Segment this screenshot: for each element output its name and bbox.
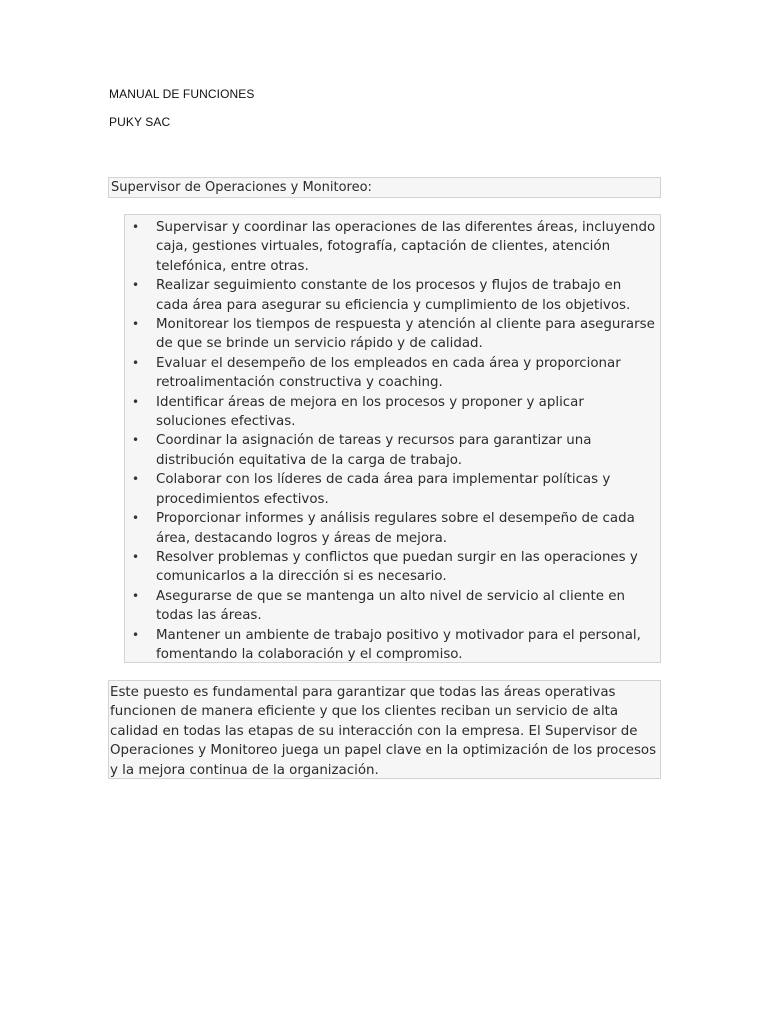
duty-item — [125, 354, 660, 393]
duty-text: Asegurarse de que se mantenga un alto nivel de servicio al cliente en todas las áreas. — [156, 588, 625, 624]
duty-text: Coordinar la asignación de tareas y recursos para garantizar una distribución equitativa de la carga de trabajo. — [156, 433, 592, 468]
bullet-icon: • — [132, 627, 140, 642]
duty-text: Colaborar con los líderes de cada área para implementar políticas y procedimientos efectivos. — [156, 472, 611, 507]
summary-paragraph: Este puesto es fundamental para garantizar que todas las áreas operativas funcionen de manera eficiente y que los clientes reciban un servicio de alta calidad en todas las etapas de su interacción con la empresa. El Supervisor de Operaciones y Monitoreo juega un papel clave en la optimización de los procesos y la mejora continua de la organización. — [110, 685, 657, 778]
duty-text: Realizar seguimiento constante de los procesos y flujos de trabajo en cada área para asegurar su eficiencia y cumplimiento de los objetivos. — [156, 278, 631, 313]
bullet-icon: • — [132, 588, 140, 603]
duty-item — [125, 509, 660, 548]
summary-box — [108, 680, 661, 779]
duty-item — [125, 393, 660, 432]
company-name: PUKY SAC — [109, 115, 171, 129]
bullet-icon: • — [132, 355, 140, 370]
duty-text: Mantener un ambiente de trabajo positivo y motivador para el personal, fomentando la colaboración y el compromiso. — [156, 627, 641, 662]
duty-item — [125, 548, 660, 587]
duty-item — [125, 315, 660, 354]
duty-item — [125, 431, 660, 470]
bullet-icon: • — [132, 278, 140, 293]
duty-item — [125, 587, 660, 626]
bullet-icon: • — [132, 549, 140, 564]
bullet-icon: • — [132, 433, 140, 448]
bullet-icon: • — [132, 394, 140, 409]
duties-box — [124, 214, 661, 663]
duty-text: Identificar áreas de mejora en los procesos y proponer y aplicar soluciones efectivas. — [156, 394, 584, 430]
duties-list — [125, 218, 660, 664]
document-title: MANUAL DE FUNCIONES — [109, 87, 255, 101]
duty-item — [125, 626, 660, 665]
bullet-icon: • — [132, 511, 140, 526]
duty-item — [125, 276, 660, 315]
role-title-box — [108, 177, 661, 198]
bullet-icon: • — [132, 317, 140, 332]
duty-text: Evaluar el desempeño de los empleados en cada área y proporcionar retroalimentación constructiva y coaching. — [156, 355, 621, 391]
duty-text: Supervisar y coordinar las operaciones de las diferentes áreas, incluyendo caja, gestiones virtuales, fotografía, captación de clientes, atención telefónica, entre otras. — [156, 220, 656, 274]
duty-item — [125, 470, 660, 509]
role-title: Supervisor de Operaciones y Monitoreo: — [111, 180, 372, 195]
duty-text: Proporcionar informes y análisis regulares sobre el desempeño de cada área, destacando logros y áreas de mejora. — [156, 511, 635, 546]
duty-text: Monitorear los tiempos de respuesta y atención al cliente para asegurarse de que se brinde un servicio rápido y de calidad. — [156, 317, 655, 352]
bullet-icon: • — [132, 220, 140, 234]
bullet-icon: • — [132, 472, 140, 487]
duty-text: Resolver problemas y conflictos que puedan surgir en las operaciones y comunicarlos a la dirección si es necesario. — [156, 549, 638, 585]
duty-item — [125, 218, 660, 276]
